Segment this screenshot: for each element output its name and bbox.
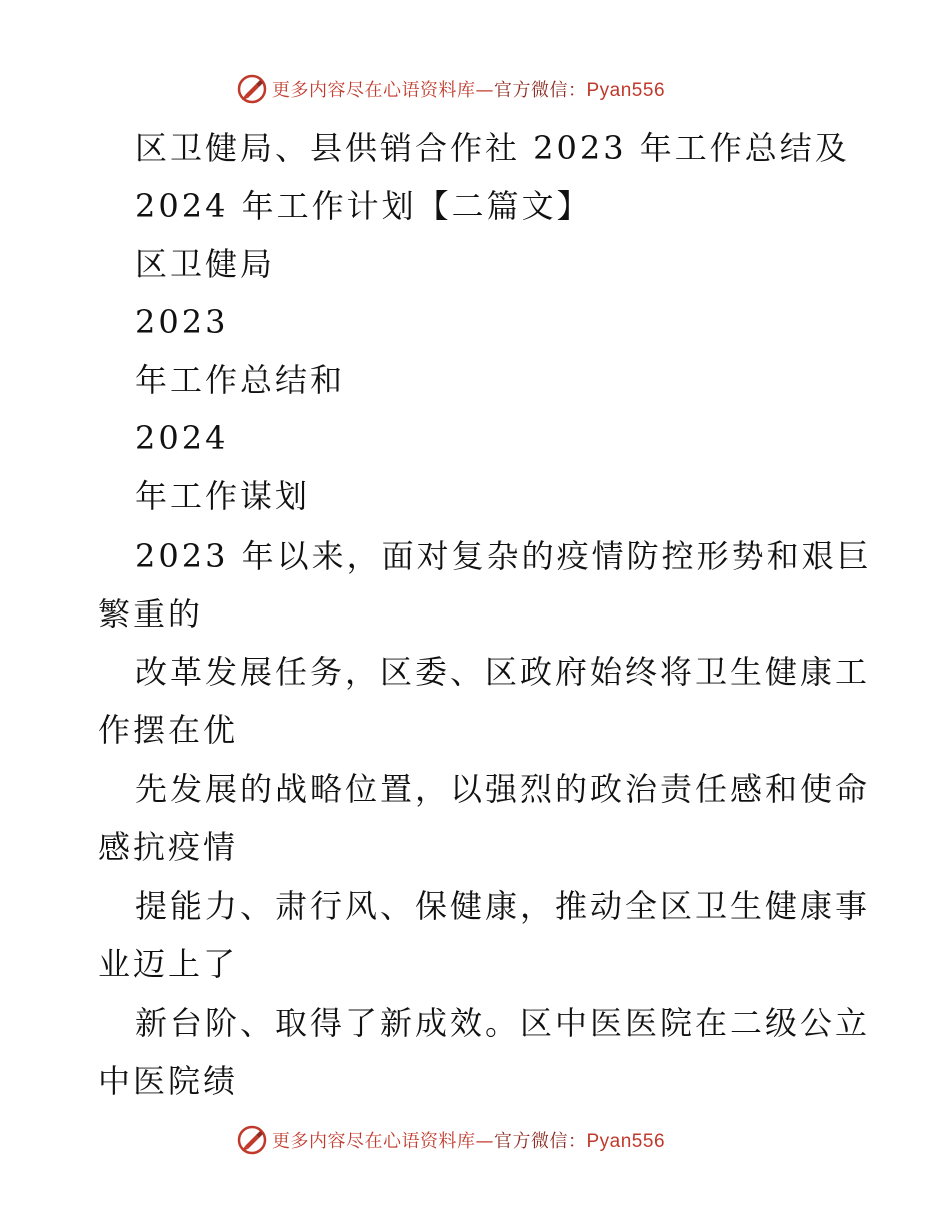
footer-watermark: [236, 1123, 665, 1157]
body-line: 提能力、肃行风、保健康，推动全区卫生健康事: [135, 887, 871, 925]
pen-logo-icon: [236, 1124, 268, 1156]
watermark-official-label: 官方微信：: [494, 80, 587, 101]
subtitle-line: 2024: [135, 419, 229, 457]
body-line: 作摆在优: [98, 711, 239, 749]
pen-logo-icon: [236, 73, 268, 105]
body-line: 新台阶、取得了新成效。区中医医院在二级公立: [135, 1004, 871, 1042]
body-line: 中医院绩: [98, 1062, 239, 1100]
body-line: 业迈上了: [98, 945, 239, 983]
watermark-dash: —: [475, 80, 494, 101]
subtitle-line: 区卫健局: [135, 245, 276, 283]
body-line: 改革发展任务，区委、区政府始终将卫生健康工: [135, 653, 871, 691]
subtitle-line: 年工作总结和: [135, 361, 346, 399]
watermark-dash: —: [475, 1131, 494, 1152]
watermark-brand: 更多内容尽在心语资料库: [272, 1131, 476, 1152]
body-line: 繁重的: [98, 595, 204, 633]
doc-title-line-1: 区卫健局、县供销合作社 2023 年工作总结及: [135, 129, 850, 167]
doc-title-line-2: 2024 年工作计划【二篇文】: [135, 187, 592, 225]
watermark-brand: 更多内容尽在心语资料库: [272, 80, 476, 101]
watermark-wechat-id: Pyan556: [586, 1131, 666, 1152]
body-line: 2023 年以来，面对复杂的疫情防控形势和艰巨: [135, 537, 872, 575]
watermark-wechat-id: Pyan556: [586, 80, 666, 101]
body-line: 先发展的战略位置，以强烈的政治责任感和使命: [135, 770, 871, 808]
subtitle-line: 年工作谋划: [135, 477, 311, 515]
body-line: 感抗疫情: [98, 828, 239, 866]
header-watermark: [236, 72, 665, 106]
subtitle-line: 2023: [135, 303, 229, 341]
watermark-official-label: 官方微信：: [494, 1131, 587, 1152]
